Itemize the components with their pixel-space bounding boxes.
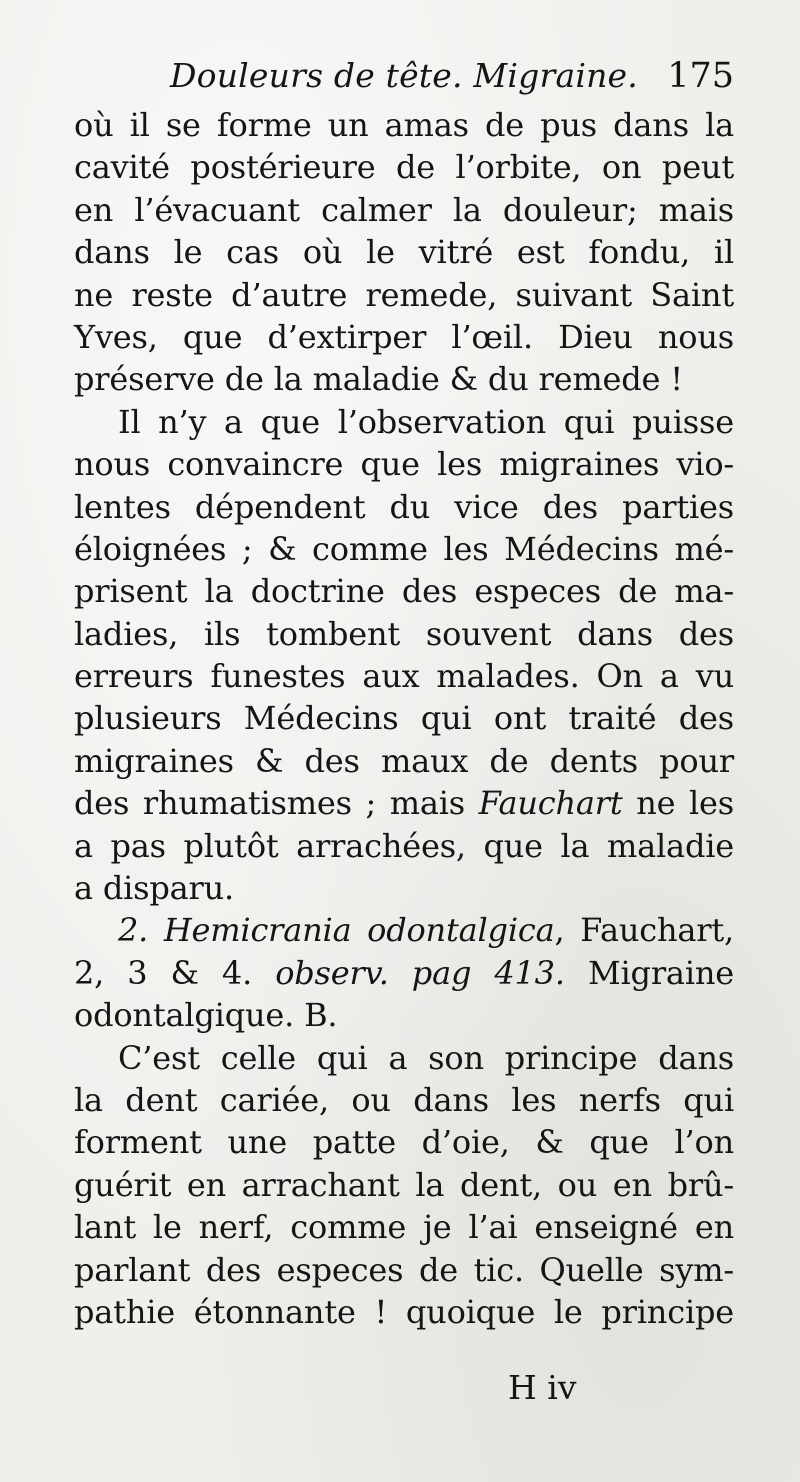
species-heading-line: 2. Hemicrania odontalgica, Fauchart, — [118, 911, 734, 950]
running-title: Douleurs de tête. Migraine. — [170, 56, 638, 95]
text-line-with-italic — [74, 782, 734, 824]
text-line: plusieurs Médecins qui ont traité des — [74, 699, 734, 738]
paragraph-first-line: Il n’y a que l’observation qui puisse — [118, 402, 734, 441]
text-line: cavité postérieure de l’orbite, on peut — [74, 148, 734, 187]
body-text — [74, 104, 734, 1333]
text-line: forment une patte d’oie, & que l’on — [74, 1123, 734, 1162]
reference-page: pag 413. — [411, 953, 565, 992]
reference-line — [74, 952, 734, 994]
page-number: 175 — [667, 56, 734, 96]
signature-mark: H iv — [508, 1368, 577, 1407]
text-line: parlant des especes de tic. Quelle sym- — [74, 1250, 734, 1289]
text-line: prisent la doctrine des especes de ma- — [74, 572, 734, 611]
text-line: ne reste d’autre remede, suivant Saint — [74, 275, 734, 314]
species-french-name: Migraine — [587, 953, 734, 992]
text-line: dans le cas où le vitré est fondu, il — [74, 233, 734, 272]
text-line: lentes dépendent du vice des parties — [74, 487, 734, 526]
text-line: nous convaincre que les migraines vio- — [74, 445, 734, 484]
text-line: où il se forme un amas de pus dans la — [74, 106, 734, 144]
text-line: en l’évacuant calmer la douleur; mais — [74, 190, 734, 229]
author-name: Fauchart, — [580, 911, 734, 950]
text-line: a pas plutôt arrachées, que la maladie — [74, 826, 734, 865]
text-line: erreurs funestes aux malades. On a vu — [74, 657, 734, 696]
text-line: Yves, que d’extirper l’œil. Dieu nous — [74, 317, 734, 356]
text-line: préserve de la maladie & du remede ! — [74, 360, 683, 399]
text-line: lant le nerf, comme je l’ai enseigné en — [74, 1208, 734, 1247]
reference-numbers: 2, 3 & 4. — [74, 953, 253, 992]
text-line: migraines & des maux de dents pour — [74, 741, 734, 780]
text-line: a disparu. — [74, 869, 235, 908]
italic-name: Fauchart — [478, 784, 623, 823]
text-line: odontalgique. B. — [74, 996, 338, 1035]
paragraph-first-line: C’est celle qui a son principe dans — [118, 1038, 734, 1077]
species-name: 2. Hemicrania odontalgica — [118, 911, 555, 950]
reference-observ: observ. — [275, 953, 389, 992]
text-line: la dent cariée, ou dans les nerfs qui — [74, 1080, 734, 1119]
text-line: ladies, ils tombent souvent dans des — [74, 614, 734, 653]
text-line: pathie étonnante ! quoique le principe — [74, 1292, 734, 1331]
page-header — [170, 52, 740, 100]
text-segment: ne les — [636, 784, 734, 823]
text-line: guérit en arrachant la dent, ou en brû- — [74, 1165, 734, 1204]
text-line: éloignées ; & comme les Médecins mé- — [74, 529, 734, 568]
text-segment: des rhumatismes ; mais — [74, 784, 465, 823]
